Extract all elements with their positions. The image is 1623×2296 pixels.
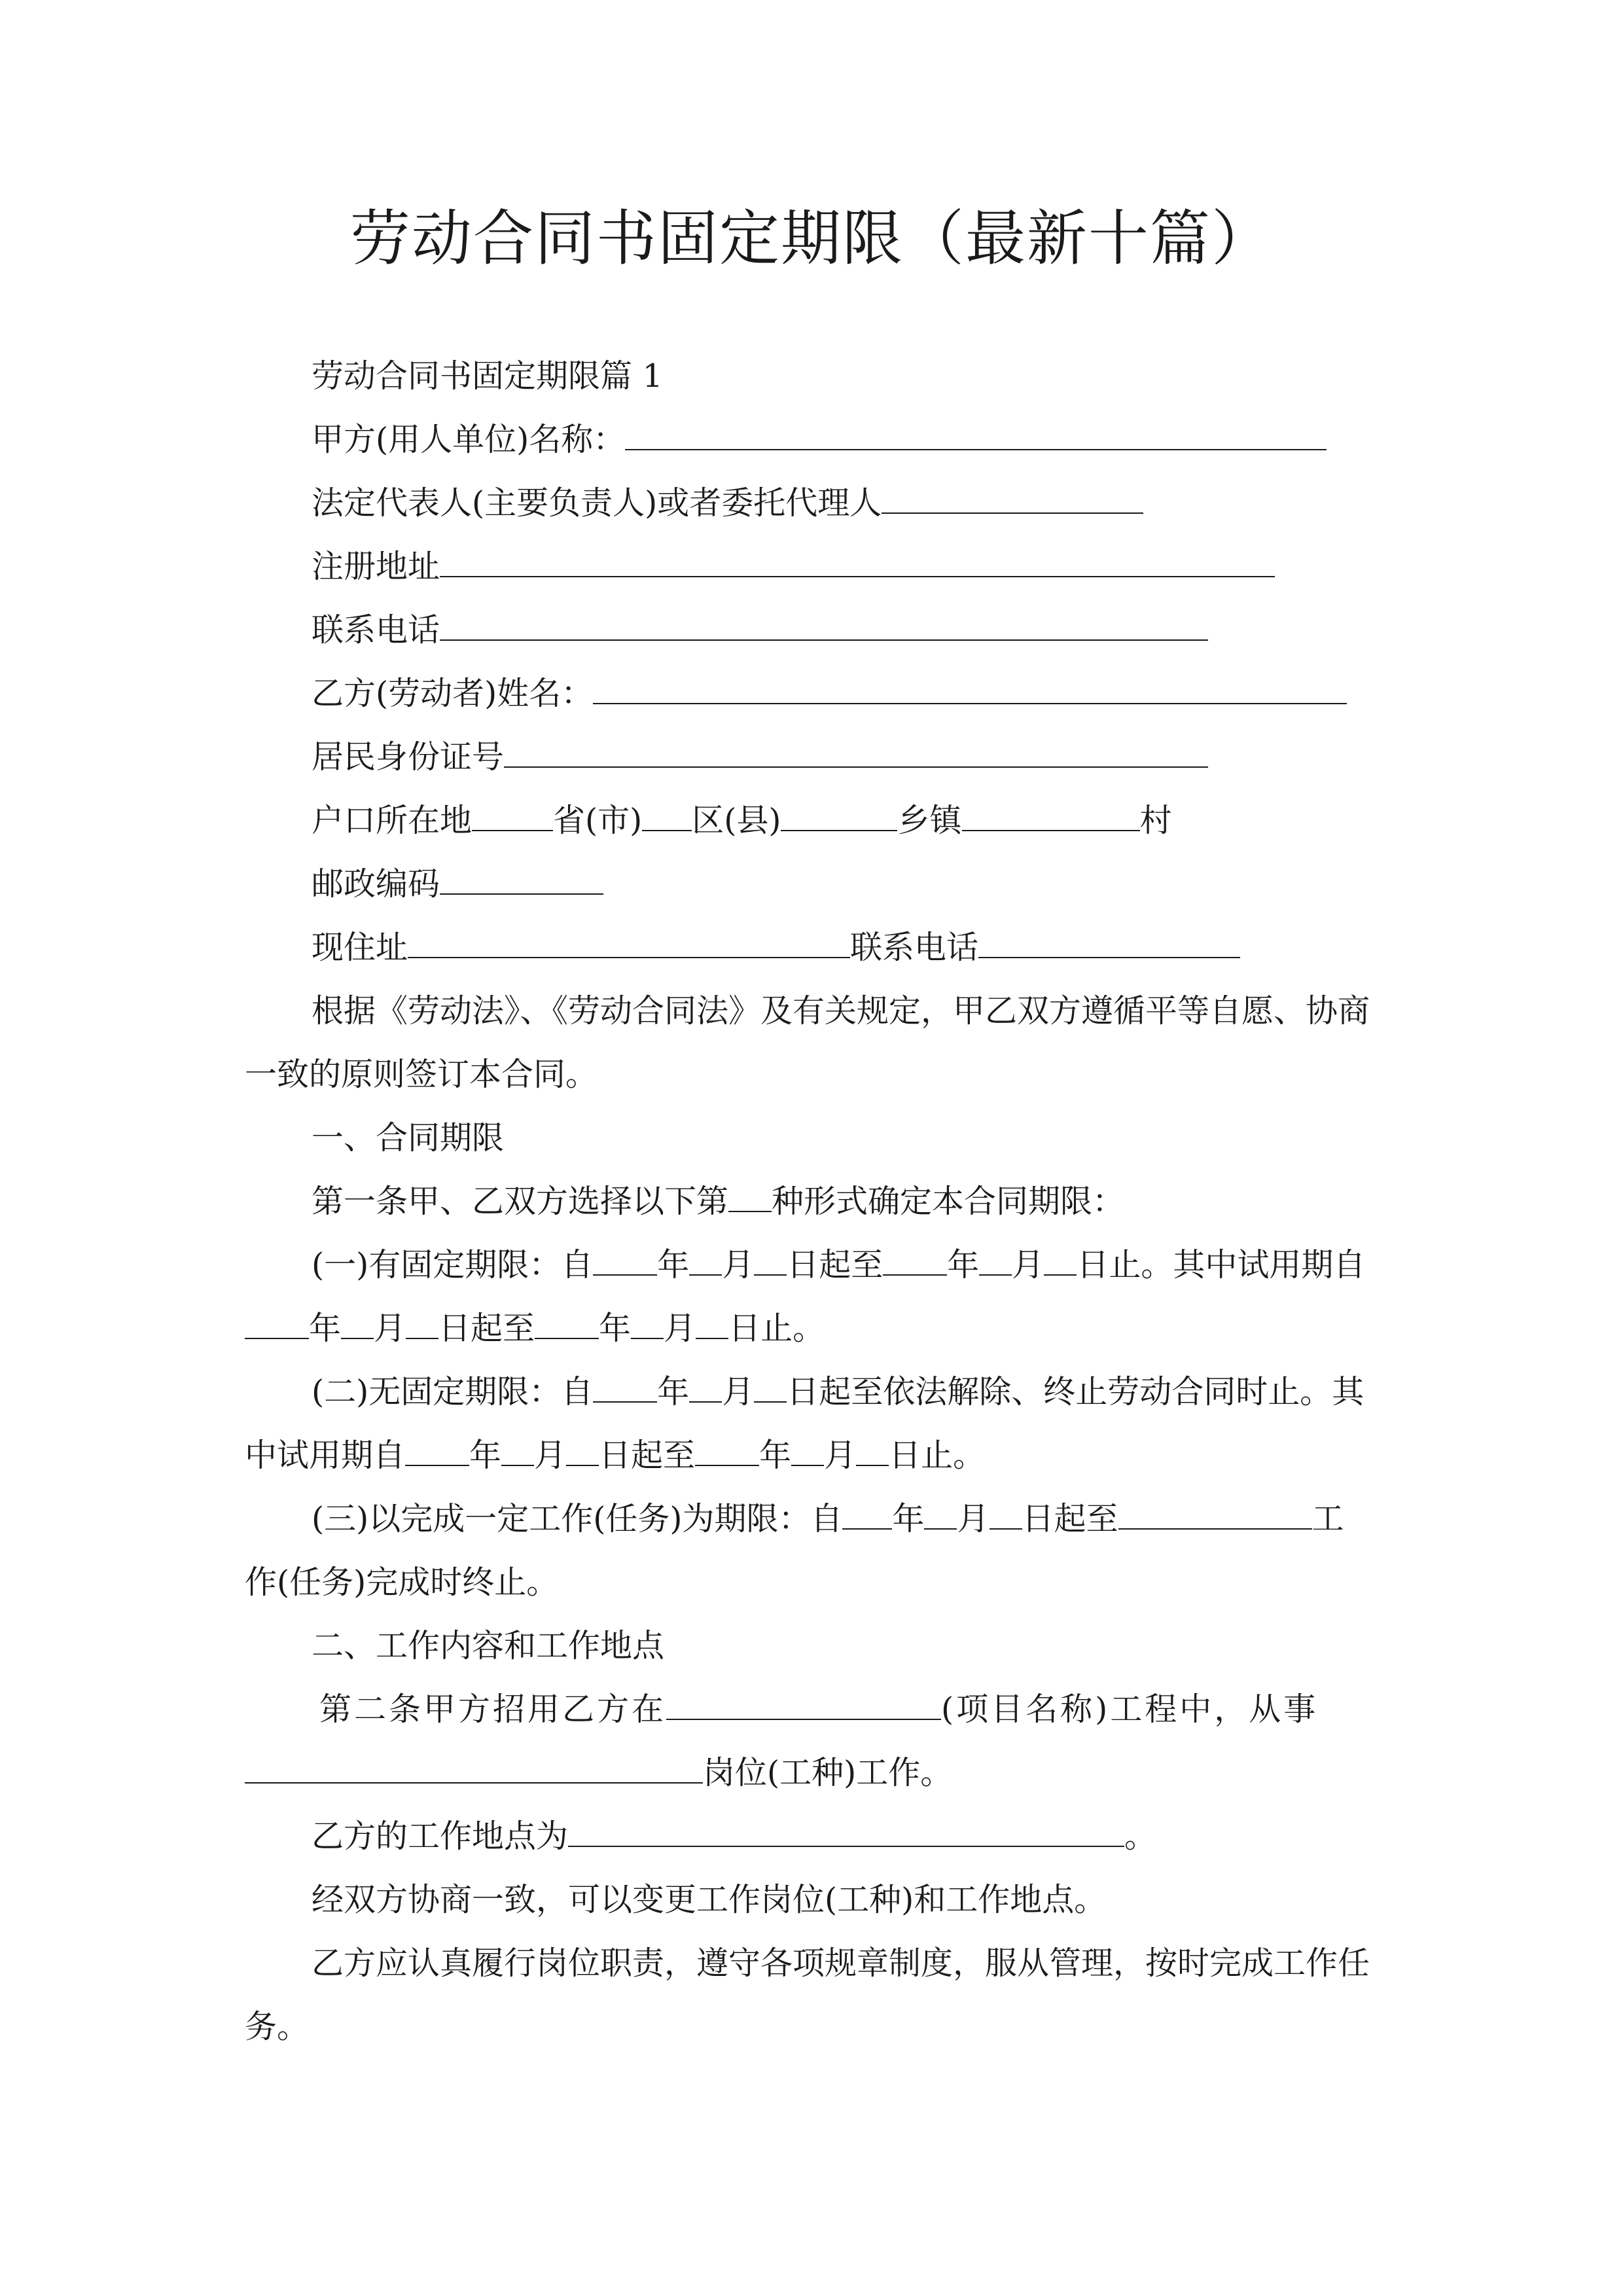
legal-rep-row: [312, 480, 1143, 526]
duty-line-2: 务。: [245, 2008, 310, 2045]
open-start-month-blank[interactable]: [689, 1372, 722, 1403]
term-open-lead: (二)无固定期限：自: [312, 1373, 594, 1410]
month-label: 月: [824, 1437, 857, 1474]
year-label: 年: [759, 1437, 792, 1474]
year-label: 年: [892, 1500, 925, 1537]
probation-start-day-blank[interactable]: [406, 1309, 438, 1339]
term-open-line-1: [312, 1369, 1364, 1415]
probation-end-year-blank[interactable]: [535, 1309, 599, 1339]
hukou-district-label: 区(县): [692, 802, 781, 839]
term-fixed-line-1: [312, 1242, 1365, 1288]
basis-line-1: 根据《劳动法》、《劳动合同法》及有关规定，甲乙双方遵循平等自愿、协商: [312, 992, 1370, 1030]
term-task-line-1: [312, 1496, 1344, 1542]
basis-line-2: 一致的原则签订本合同。: [245, 1056, 598, 1093]
hukou-province-blank[interactable]: [472, 801, 553, 831]
workplace-label: 乙方的工作地点为: [312, 1818, 569, 1855]
article-2-line-1: [319, 1687, 1318, 1732]
reg-address-row: [312, 544, 1275, 590]
term-task-line-2: 作(任务)完成时终止。: [245, 1564, 559, 1601]
change-clause: 经双方协商一致，可以变更工作岗位(工种)和工作地点。: [312, 1881, 1107, 1918]
task-start-month-blank[interactable]: [924, 1499, 957, 1530]
article-1: [312, 1179, 1124, 1225]
fixed-start-day-blank[interactable]: [754, 1246, 787, 1276]
term-open-line-2: [245, 1433, 985, 1479]
party-a-name-row: [312, 417, 1327, 463]
month-label: 月: [722, 1373, 755, 1410]
task-description-blank[interactable]: [1118, 1499, 1312, 1530]
task-start-day-blank[interactable]: [990, 1499, 1022, 1530]
year-label: 年: [657, 1373, 690, 1410]
month-label: 月: [957, 1500, 990, 1537]
hukou-town-label: 乡镇: [897, 802, 962, 839]
probation-end-day-blank[interactable]: [696, 1309, 728, 1339]
day-from-label: 日起至: [599, 1437, 696, 1474]
fixed-end-day-blank[interactable]: [1044, 1246, 1077, 1276]
month-label: 月: [1012, 1246, 1044, 1283]
legal-rep-label: 法定代表人(主要负责人)或者委托代理人: [312, 484, 882, 522]
hukou-village-blank[interactable]: [962, 801, 1140, 831]
open-probation-end-year-blank[interactable]: [695, 1436, 759, 1466]
fixed-start-year-blank[interactable]: [593, 1246, 657, 1276]
reg-address-blank[interactable]: [440, 547, 1275, 577]
workplace-period: 。: [1124, 1818, 1157, 1855]
party-b-name-row: [312, 671, 1347, 717]
postcode-row: [312, 861, 603, 907]
heading-text: 劳动合同书固定期限篇 1: [312, 357, 663, 395]
id-number-label: 居民身份证号: [312, 738, 505, 776]
fixed-end-month-blank[interactable]: [979, 1246, 1012, 1276]
current-address-blank[interactable]: [408, 928, 850, 958]
open-probation-start-day-blank[interactable]: [566, 1436, 599, 1466]
workplace-row: [312, 1814, 1156, 1859]
day-end-label: 日止。: [1077, 1246, 1173, 1283]
hukou-label: 户口所在地: [312, 802, 473, 839]
id-number-row: [312, 734, 1208, 780]
hukou-province-label: 省(市): [553, 802, 643, 839]
phone-b-label: 联系电话: [850, 929, 979, 966]
month-label: 月: [664, 1310, 696, 1347]
probation-label: 其中试用期自: [1173, 1246, 1366, 1283]
fixed-start-month-blank[interactable]: [689, 1246, 722, 1276]
article-2-line-2: [245, 1750, 952, 1796]
duty-line-1: 乙方应认真履行岗位职责，遵守各项规章制度，服从管理，按时完成工作任: [312, 1945, 1370, 1982]
phone-b-blank[interactable]: [978, 928, 1240, 958]
day-end-label: 日止。: [889, 1437, 986, 1474]
day-from-label: 日起至: [1022, 1500, 1118, 1537]
term-open-rest: 日起至依法解除、终止劳动合同时止。其: [787, 1373, 1364, 1410]
position-blank[interactable]: [245, 1753, 703, 1784]
term-fixed-line-2: [245, 1306, 825, 1352]
open-start-year-blank[interactable]: [593, 1372, 657, 1403]
position-suffix: 岗位(工种)工作。: [703, 1754, 953, 1791]
term-task-tail: 工: [1311, 1500, 1344, 1537]
term-open-probation-lead: 中试用期自: [245, 1437, 406, 1474]
hukou-village-label: 村: [1139, 802, 1172, 839]
project-name-blank[interactable]: [666, 1690, 941, 1720]
fixed-end-year-blank[interactable]: [883, 1246, 947, 1276]
open-probation-start-month-blank[interactable]: [501, 1436, 534, 1466]
phone-a-label: 联系电话: [312, 611, 440, 649]
phone-a-row: [312, 607, 1208, 653]
probation-start-month-blank[interactable]: [341, 1309, 374, 1339]
article-2-post: (项目名称)工程中，从事: [941, 1691, 1319, 1728]
task-start-year-blank[interactable]: [842, 1499, 892, 1530]
phone-a-blank[interactable]: [440, 611, 1208, 641]
term-fixed-lead: (一)有固定期限：自: [312, 1246, 594, 1283]
hukou-row: [312, 798, 1172, 844]
section-1-heading: 一、合同期限: [312, 1119, 505, 1157]
article-2-pre: 第二条甲方招用乙方在: [319, 1691, 667, 1728]
day-end-label: 日止。: [728, 1310, 825, 1347]
current-address-label: 现住址: [312, 929, 408, 966]
month-label: 月: [722, 1246, 755, 1283]
day-from-label: 日起至: [787, 1246, 883, 1283]
article-1-pre: 第一条甲、乙双方选择以下第: [312, 1183, 729, 1220]
term-task-lead: (三)以完成一定工作(任务)为期限：自: [312, 1500, 843, 1537]
month-label: 月: [374, 1310, 406, 1347]
probation-end-month-blank[interactable]: [631, 1309, 664, 1339]
postcode-blank[interactable]: [440, 865, 603, 895]
open-probation-start-year-blank[interactable]: [405, 1436, 469, 1466]
workplace-blank[interactable]: [568, 1817, 1124, 1847]
open-probation-end-day-blank[interactable]: [856, 1436, 889, 1466]
year-label: 年: [947, 1246, 980, 1283]
document-title: 劳动合同书固定期限（最新十篇）: [349, 204, 1273, 274]
month-label: 月: [534, 1437, 567, 1474]
open-start-day-blank[interactable]: [754, 1372, 787, 1403]
id-number-blank[interactable]: [504, 738, 1208, 768]
day-from-label: 日起至: [438, 1310, 535, 1347]
current-address-row: [312, 925, 1240, 971]
party-a-name-label: 甲方(用人单位)名称：: [312, 421, 626, 458]
year-label: 年: [309, 1310, 342, 1347]
reg-address-label: 注册地址: [312, 548, 440, 585]
year-label: 年: [657, 1246, 690, 1283]
form-choice-blank[interactable]: [728, 1182, 772, 1212]
party-b-name-label: 乙方(劳动者)姓名：: [312, 675, 594, 712]
section-2-heading: 二、工作内容和工作地点: [312, 1627, 665, 1664]
party-a-name-blank[interactable]: [625, 420, 1327, 450]
hukou-district-blank[interactable]: [642, 801, 692, 831]
hukou-town-blank[interactable]: [781, 801, 897, 831]
year-label: 年: [599, 1310, 632, 1347]
section-heading: [312, 353, 663, 399]
open-probation-end-month-blank[interactable]: [791, 1436, 824, 1466]
party-b-name-blank[interactable]: [593, 674, 1347, 704]
legal-rep-blank[interactable]: [882, 484, 1143, 514]
postcode-label: 邮政编码: [312, 865, 440, 903]
article-1-post: 种形式确定本合同期限：: [772, 1183, 1125, 1220]
probation-start-year-blank[interactable]: [245, 1309, 309, 1339]
year-label: 年: [469, 1437, 502, 1474]
